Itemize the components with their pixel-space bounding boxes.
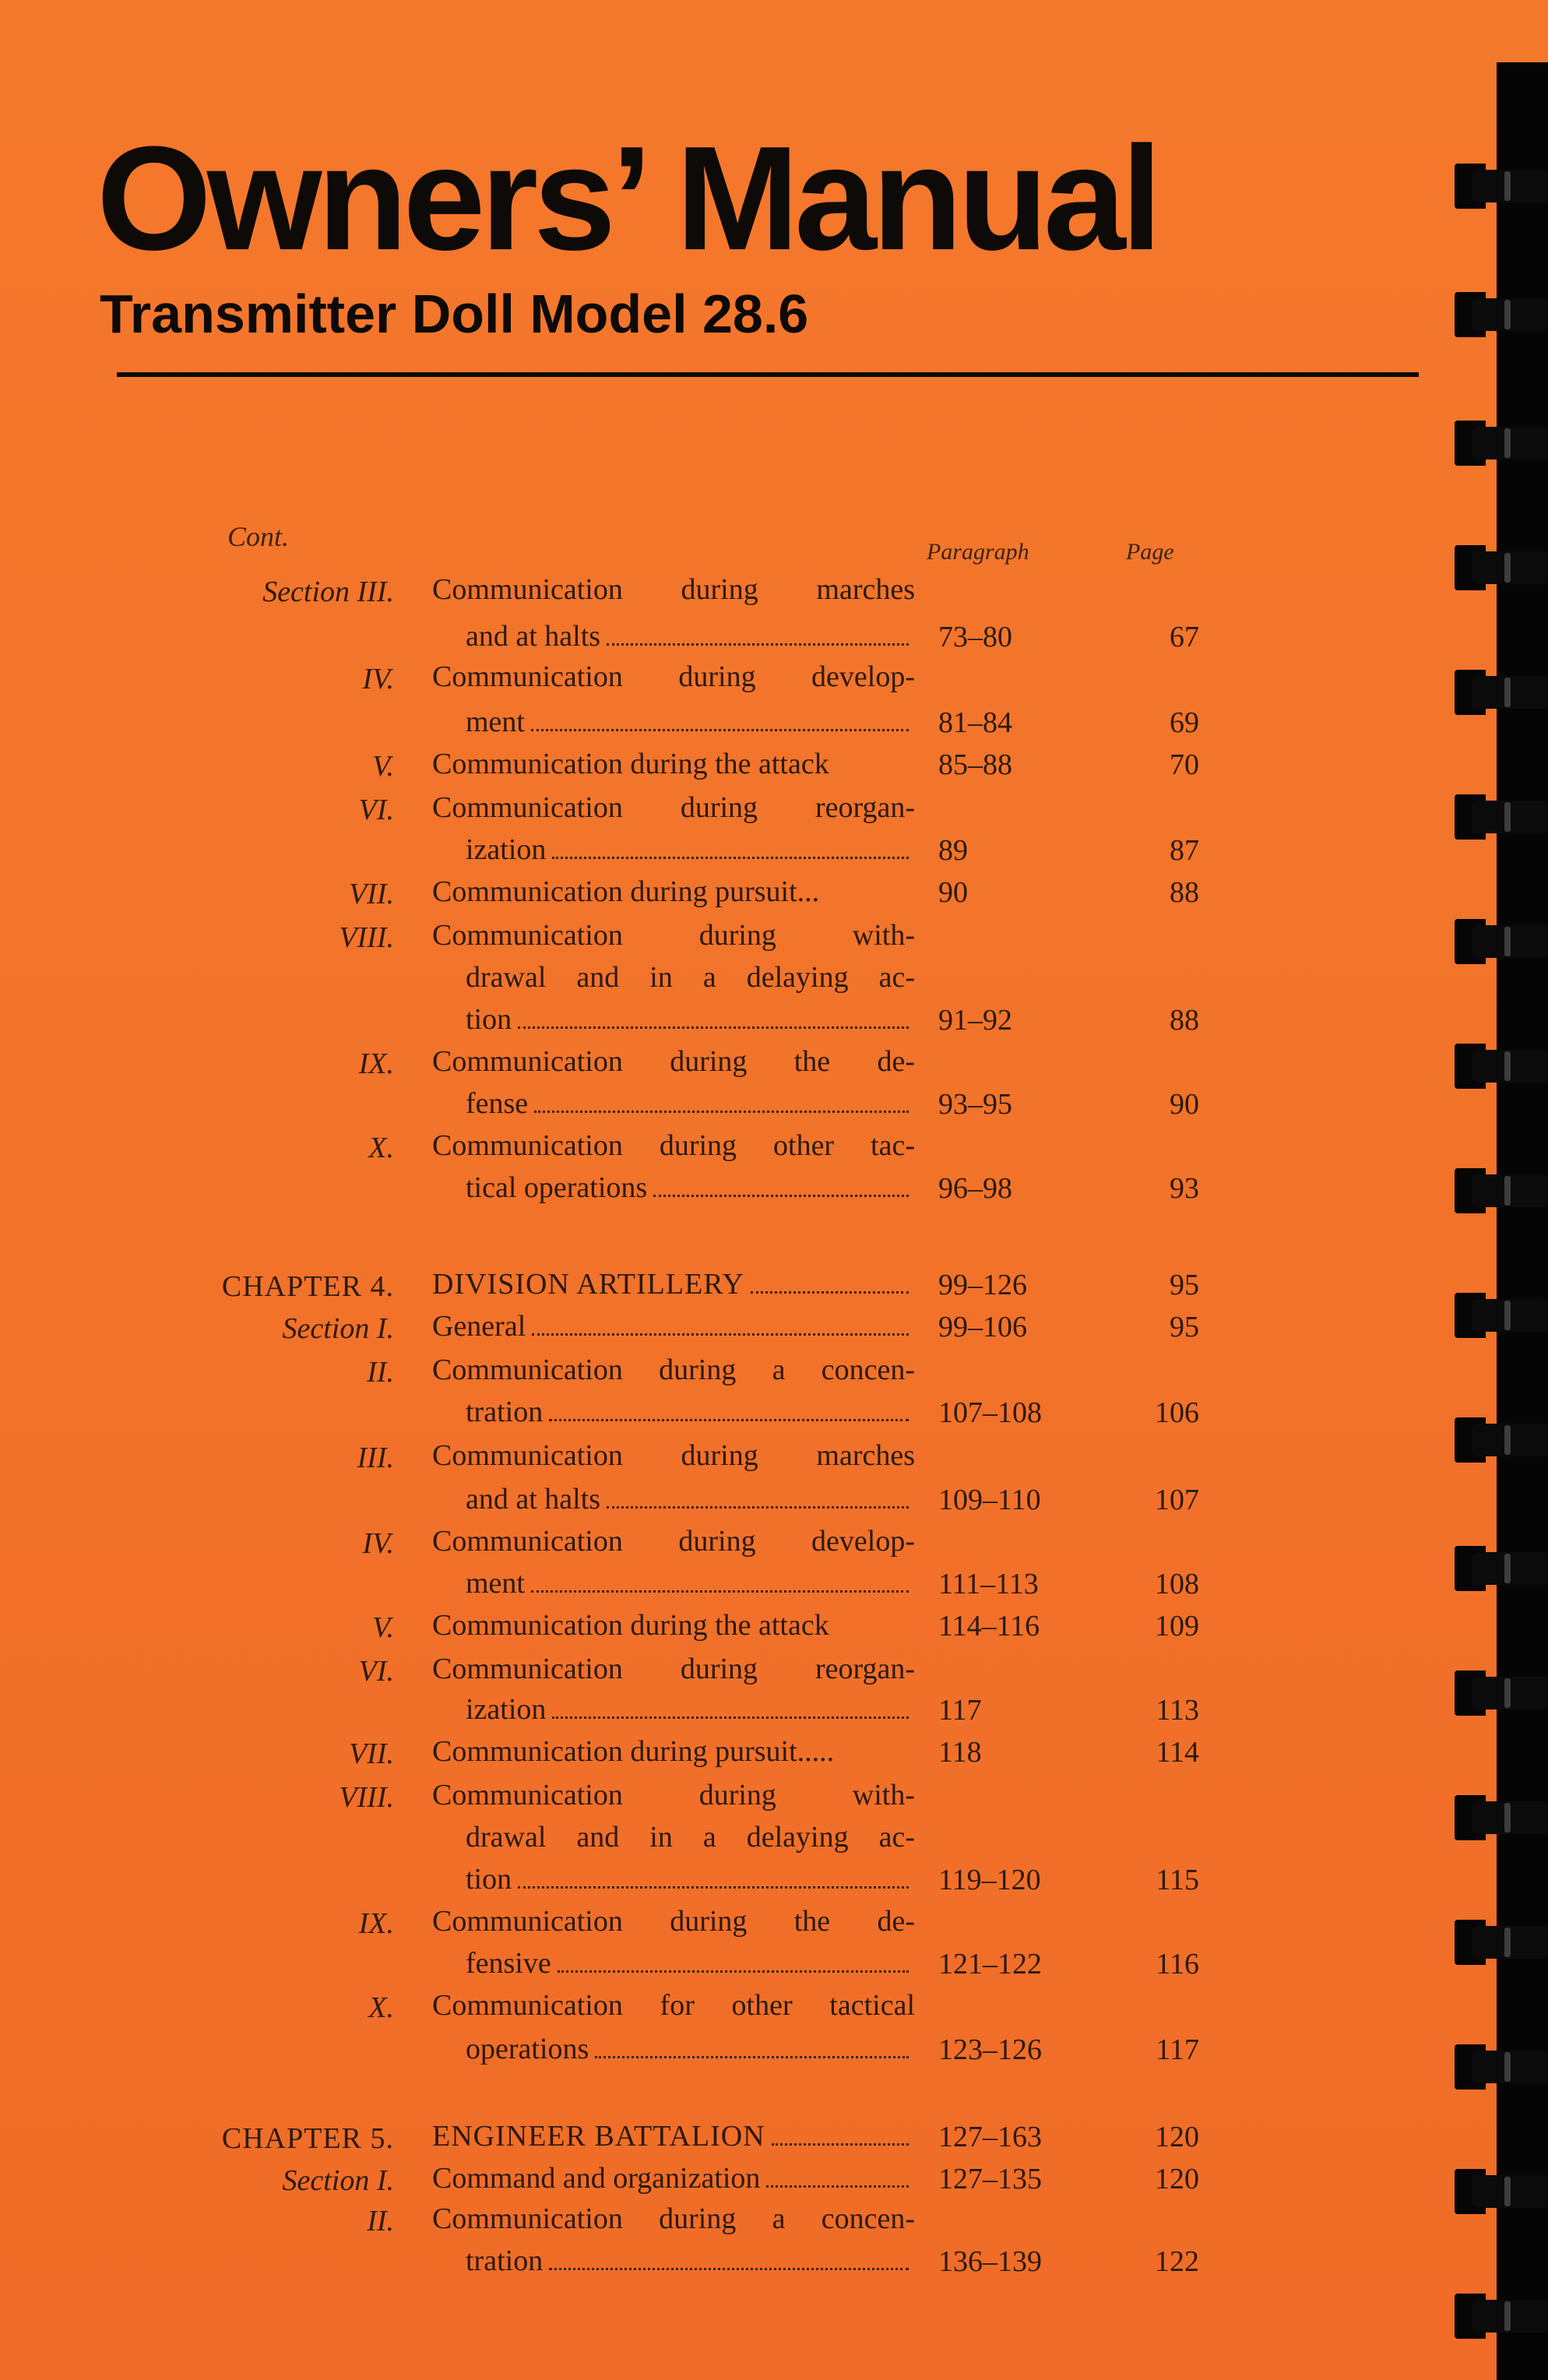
toc-entry-text: fense [466, 1083, 915, 1125]
toc-entry-text: Communication during the de- [432, 1905, 915, 1938]
toc-page-number: 88 [1170, 876, 1199, 909]
toc-paragraph-range: 99–106 [938, 1311, 1027, 1343]
toc-chapter-label: CHAPTER 4. [221, 1270, 394, 1303]
toc-section-label: V. [372, 1611, 394, 1644]
toc-entry-text: Communication during the de- [432, 1045, 915, 1078]
toc-paragraph-range: 127–163 [938, 2121, 1042, 2153]
toc-page-number: 115 [1156, 1864, 1199, 1896]
toc-entry-text: drawal and in a delaying ac- [466, 961, 915, 994]
toc-page-number: 87 [1170, 834, 1199, 867]
toc-paragraph-range: 117 [938, 1694, 982, 1727]
toc-entry-text: ization [466, 829, 915, 871]
toc-section-label: Section I. [282, 1312, 394, 1345]
toc-entry-text: Communication during a concen- [432, 2202, 915, 2235]
page-subtitle: Transmitter Doll Model 28.6 [100, 283, 809, 344]
toc-entry-text: drawal and in a delaying ac- [466, 1821, 915, 1854]
toc-entry-text: Communication during reorgan- [432, 791, 915, 824]
toc-paragraph-range: 123–126 [938, 2033, 1042, 2066]
toc-entry-text: Communication during with- [432, 919, 915, 952]
toc-page-number: 93 [1170, 1172, 1199, 1205]
toc-section-label: VII. [348, 1737, 394, 1770]
toc-entry-text: Communication during the attack [432, 748, 829, 780]
toc-page-number: 114 [1156, 1736, 1199, 1769]
toc-entry-text: Communication during marches [432, 1439, 915, 1472]
toc-page-number: 116 [1156, 1948, 1199, 1980]
toc-section-label: X. [368, 1132, 394, 1164]
toc-page-number: 107 [1155, 1484, 1199, 1516]
toc-paragraph-range: 109–110 [938, 1484, 1041, 1516]
toc-section-label: IV. [362, 663, 394, 695]
toc-entry-text: fensive [466, 1942, 915, 1984]
toc-paragraph-range: 85–88 [938, 748, 1012, 781]
toc-paragraph-range: 91–92 [938, 1004, 1012, 1037]
toc-entry-text: tical operations [466, 1167, 915, 1209]
toc-chapter-title: ENGINEER BATTALION [432, 2115, 915, 2157]
toc-entry-text: ment [466, 701, 915, 743]
toc-chapter-label: CHAPTER 5. [221, 2122, 394, 2155]
toc-section-label: VI. [358, 794, 394, 826]
toc-entry-text: ment [466, 1562, 915, 1604]
toc-paragraph-range: 73–80 [938, 621, 1012, 653]
toc-page-number: 69 [1170, 706, 1199, 739]
toc-entry-text: Communication during develop- [432, 660, 915, 693]
toc-entry-text: and at halts [466, 1478, 915, 1520]
toc-paragraph-range: 118 [938, 1736, 982, 1769]
toc-page-number: 108 [1155, 1568, 1199, 1600]
toc-entry-text: Command and organization [432, 2157, 915, 2199]
toc-entry-text: tion [466, 1858, 915, 1900]
toc-entry-text: Communication during the attack [432, 1609, 829, 1642]
toc-paragraph-range: 136–139 [938, 2245, 1042, 2278]
toc-entry-text: tion [466, 998, 915, 1040]
toc-entry-text: and at halts [466, 615, 915, 657]
toc-section-label: V. [372, 750, 394, 783]
toc-section-label: VI. [358, 1655, 394, 1688]
toc-paragraph-range: 121–122 [938, 1948, 1042, 1980]
toc-paragraph-range: 114–116 [938, 1610, 1040, 1642]
toc-section-label: III. [357, 1442, 394, 1474]
toc-section-label: X. [368, 1991, 394, 2024]
toc-section-label: II. [367, 2205, 394, 2237]
toc-page-number: 113 [1156, 1694, 1199, 1727]
toc-page-number: 95 [1170, 1269, 1199, 1301]
toc-page-number: 117 [1156, 2033, 1199, 2066]
toc-paragraph-range: 81–84 [938, 706, 1012, 739]
toc-entry-text: Communication during pursuit... [432, 875, 820, 908]
toc-paragraph-range: 89 [938, 834, 968, 867]
toc-paragraph-range: 107–108 [938, 1396, 1042, 1429]
toc-entry-text: Communication during develop- [432, 1525, 915, 1558]
toc-page-number: 90 [1170, 1088, 1199, 1121]
toc-page-number: 95 [1170, 1311, 1199, 1343]
toc-paragraph-range: 99–126 [938, 1269, 1027, 1301]
toc-section-label: VIII. [339, 921, 394, 954]
toc-entry-text: Communication during reorgan- [432, 1653, 915, 1685]
toc-paragraph-range: 96–98 [938, 1172, 1012, 1205]
toc-page-number: 122 [1155, 2245, 1199, 2278]
toc-entry-text: Communication during with- [432, 1779, 915, 1811]
toc-paragraph-range: 93–95 [938, 1088, 1012, 1121]
toc-page-number: 67 [1170, 621, 1199, 653]
toc-continued-label: Cont. [227, 521, 290, 552]
toc-page-number: 88 [1170, 1004, 1199, 1037]
toc-entry-text: tration [466, 2240, 915, 2282]
toc-section-label: VII. [348, 878, 394, 910]
toc-entry-text: General [432, 1305, 915, 1347]
toc-paragraph-range: 127–135 [938, 2163, 1042, 2195]
toc-paragraph-range: 119–120 [938, 1864, 1041, 1896]
toc-page-number: 120 [1155, 2121, 1199, 2153]
toc-paragraph-range: 111–113 [938, 1568, 1039, 1600]
toc-entry-text: Communication during a concen- [432, 1354, 915, 1386]
toc-section-label: Section III. [262, 576, 394, 608]
toc-section-label: IX. [358, 1907, 394, 1940]
toc-entry-text: operations [466, 2028, 915, 2070]
toc-page-number: 109 [1155, 1610, 1199, 1642]
toc-section-label: IV. [362, 1527, 394, 1560]
toc-entry-text: Communication during other tac- [432, 1129, 915, 1162]
toc-page-number: 120 [1155, 2163, 1199, 2195]
toc-entry-text: tration [466, 1391, 915, 1433]
toc-paragraph-range: 90 [938, 876, 968, 909]
toc-page-number: 70 [1170, 748, 1199, 781]
page-title: Owners’ Manual [97, 116, 1158, 281]
toc-paragraph-header: Paragraph [927, 539, 1029, 565]
toc-section-label: Section I. [282, 2164, 394, 2197]
toc-entry-text: ization [466, 1688, 915, 1730]
toc-page-number: 106 [1155, 1396, 1199, 1429]
toc-entry-text: Communication for other tactical [432, 1989, 915, 2022]
toc-section-label: II. [367, 1356, 394, 1389]
toc-section-label: IX. [358, 1047, 394, 1080]
toc-section-label: VIII. [339, 1781, 394, 1814]
toc-entry-text: Communication during pursuit..... [432, 1735, 835, 1768]
toc-chapter-title: DIVISION ARTILLERY [432, 1263, 915, 1305]
toc-page-header: Page [1126, 539, 1174, 565]
toc-entry-text: Communication during marches [432, 573, 915, 606]
